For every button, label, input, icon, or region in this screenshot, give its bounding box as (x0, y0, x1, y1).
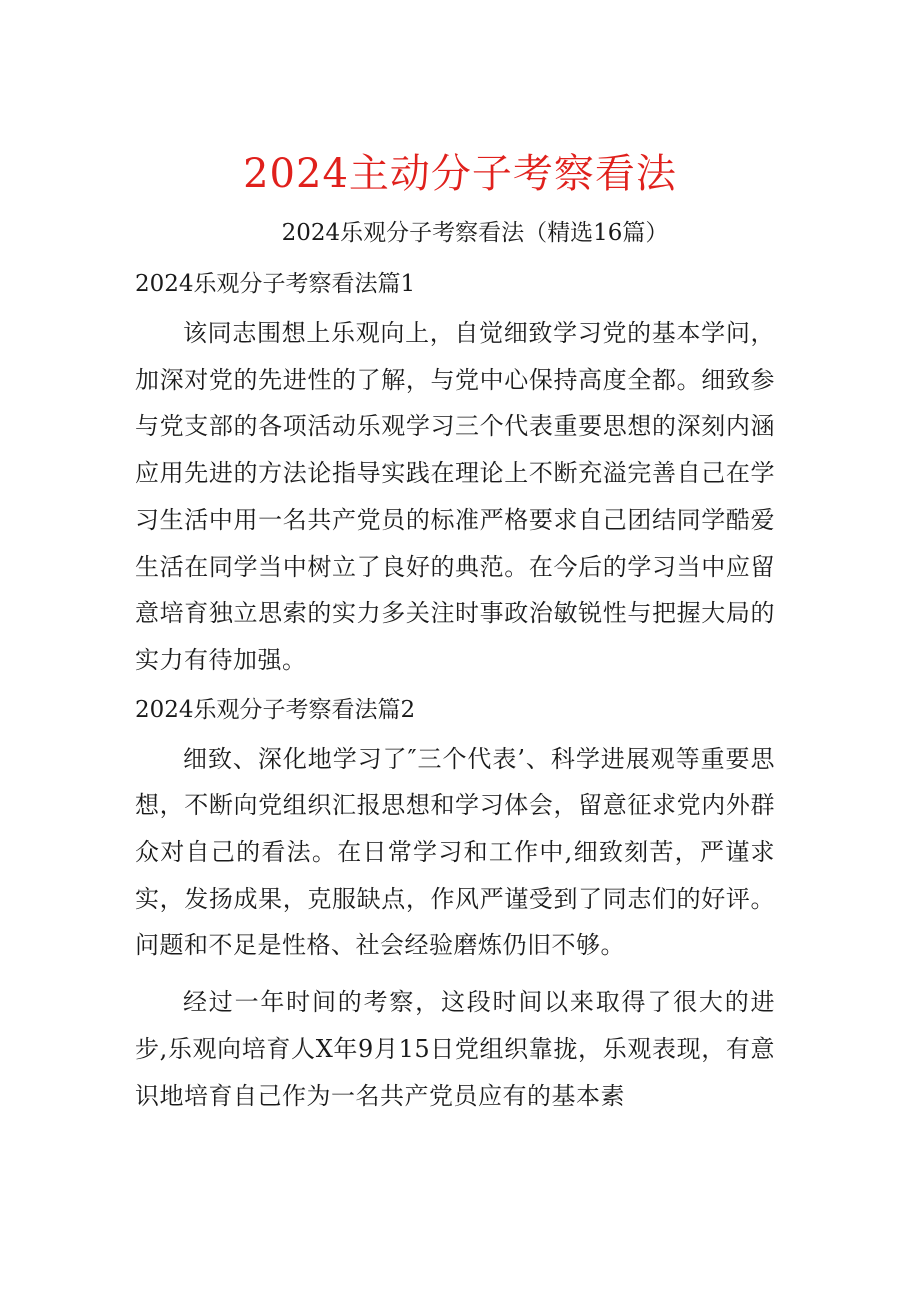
section-1 (135, 264, 775, 684)
document-body (135, 264, 775, 1119)
document-title: 2024主动分子考察看法 (243, 151, 677, 197)
paragraph: 经过一年时间的考察，这段时间以来取得了很大的进步,乐观向培育人X年9月15日党组织靠拢，乐观表现，有意识地培育自己作为一名共产党员应有的基本素 (135, 988, 775, 1110)
paragraph: 该同志围想上乐观向上，自觉细致学习党的基本学问，加深对党的先进性的了解，与党中心保持高度全都。细致参与党支部的各项活动乐观学习三个代表重要思想的深刻内涵应用先进的方法论指导实践在理论上不断充溢完善自己在学习生活中用一名共产党员的标准严格要求自己团结同学酷爱生活在同学当中树立了良好的典范。在今后的学习当中应留意培育独立思索的实力多关注时事政治敏锐性与把握大局的实力有待加强。 (135, 319, 775, 674)
section-heading: 2024乐观分子考察看法篇1 (135, 271, 416, 297)
section-2 (135, 690, 775, 1120)
paragraph: 细致、深化地学习了″三个代表’、科学进展观等重要思想，不断向党组织汇报思想和学习体会，留意征求党内外群众对自己的看法。在日常学习和工作中,细致刻苦，严谨求实，发扬成果，克服缺点，作风严谨受到了同志们的好评。问题和不足是性格、社会经验磨炼仍旧不够。 (135, 744, 775, 960)
section-heading: 2024乐观分子考察看法篇2 (135, 696, 416, 723)
document-subtitle: 2024乐观分子考察看法（精选16篇） (281, 220, 669, 246)
